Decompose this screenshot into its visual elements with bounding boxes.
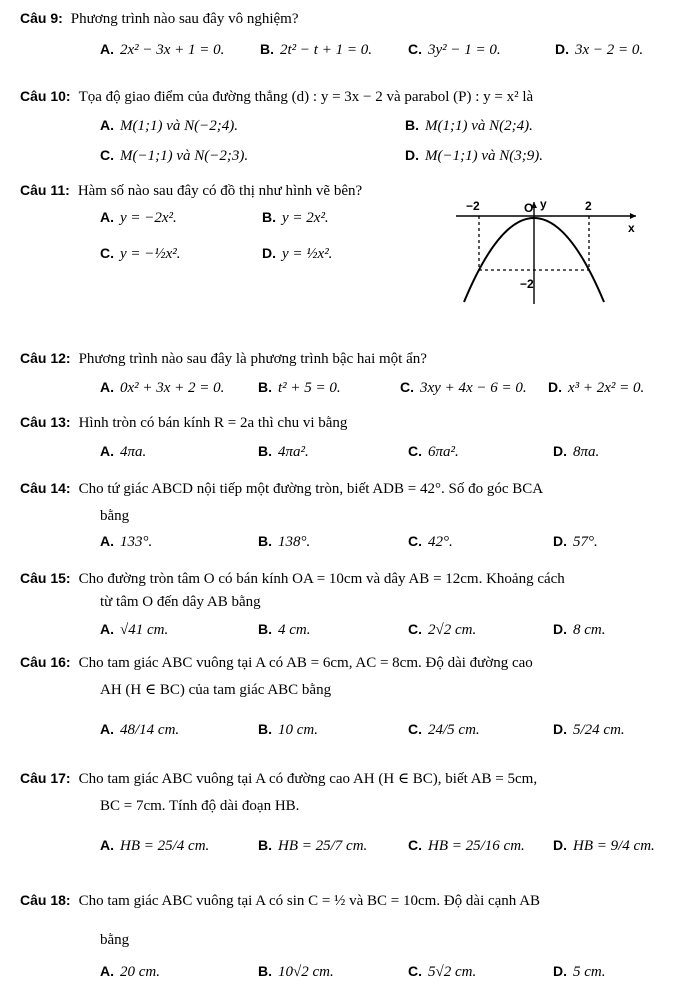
option-value: 5√2 cm. xyxy=(428,964,477,980)
option-b xyxy=(258,530,310,553)
question-16 xyxy=(20,652,678,673)
option-d xyxy=(555,38,643,61)
option-value: 3xy + 4x − 6 = 0. xyxy=(420,380,527,396)
option-c xyxy=(408,618,476,641)
question-10-options-row2 xyxy=(0,144,696,166)
question-text: Hàm số nào sau đây có đồ thị như hình vẽ bên? xyxy=(77,183,363,199)
option-value: 42°. xyxy=(428,534,453,550)
question-text: Phương trình nào sau đây vô nghiệm? xyxy=(70,11,299,27)
option-c xyxy=(408,38,501,61)
option-letter: C. xyxy=(408,443,422,459)
option-value: 3x − 2 = 0. xyxy=(575,42,644,58)
option-c xyxy=(408,718,480,741)
tick-label-bottom: −2 xyxy=(520,277,534,291)
option-letter: C. xyxy=(408,533,422,549)
option-a xyxy=(100,440,146,463)
question-number: Câu 17: xyxy=(20,770,71,786)
option-letter: B. xyxy=(262,209,276,225)
question-11-options-row1 xyxy=(0,206,440,228)
question-text: Cho tam giác ABC vuông tại A có sin C = ½ và BC = 10cm. Độ dài cạnh AB xyxy=(78,893,541,909)
option-value: HB = 9/4 cm. xyxy=(573,838,655,854)
option-letter: D. xyxy=(555,41,569,57)
option-value: 57°. xyxy=(573,534,598,550)
option-d xyxy=(548,376,644,399)
question-17 xyxy=(20,768,678,789)
option-c xyxy=(408,960,476,983)
question-15-options xyxy=(0,618,696,640)
option-a xyxy=(100,530,152,553)
question-11 xyxy=(20,180,436,201)
option-d xyxy=(553,618,606,641)
option-value: y = 2x². xyxy=(282,210,329,226)
option-value: 5/24 cm. xyxy=(573,722,625,738)
y-axis-label: y xyxy=(540,198,547,211)
question-9-options xyxy=(0,38,696,60)
option-letter: A. xyxy=(100,963,114,979)
option-letter: A. xyxy=(100,41,114,57)
question-9 xyxy=(20,8,678,29)
question-number: Câu 16: xyxy=(20,654,71,670)
option-b xyxy=(258,718,318,741)
option-letter: D. xyxy=(553,533,567,549)
question-10-options-row1 xyxy=(0,114,696,136)
option-c xyxy=(100,242,181,265)
option-letter: D. xyxy=(405,147,419,163)
option-a xyxy=(100,960,160,983)
option-b xyxy=(258,618,311,641)
option-a xyxy=(100,206,177,229)
option-letter: B. xyxy=(258,443,272,459)
option-value: M(1;1) và N(2;4). xyxy=(425,118,533,134)
option-c xyxy=(400,376,527,399)
option-letter: D. xyxy=(553,443,567,459)
option-letter: D. xyxy=(553,837,567,853)
option-b xyxy=(262,206,329,229)
question-number: Câu 13: xyxy=(20,414,71,430)
question-text: Cho tam giác ABC vuông tại A có đường cao AH (H ∈ BC), biết AB = 5cm, xyxy=(78,771,538,787)
question-14-options xyxy=(0,530,696,552)
question-16-options xyxy=(0,718,696,740)
question-text-line2: từ tâm O đến dây AB bằng xyxy=(100,594,261,610)
question-17-continued xyxy=(100,796,678,816)
question-number: Câu 18: xyxy=(20,892,71,908)
option-letter: C. xyxy=(100,147,114,163)
option-c xyxy=(408,834,525,857)
option-value: 138°. xyxy=(278,534,311,550)
question-text: Cho tứ giác ABCD nội tiếp một đường tròn, biết ADB = 42°. Số đo góc BCA xyxy=(78,481,544,497)
option-b xyxy=(258,960,334,983)
question-number: Câu 15: xyxy=(20,570,71,586)
option-letter: A. xyxy=(100,837,114,853)
question-text: Cho tam giác ABC vuông tại A có AB = 6cm, AC = 8cm. Độ dài đường cao xyxy=(78,655,533,671)
option-d xyxy=(553,718,625,741)
option-value: 0x² + 3x + 2 = 0. xyxy=(120,380,225,396)
option-value: HB = 25/4 cm. xyxy=(120,838,210,854)
option-letter: C. xyxy=(408,41,422,57)
option-letter: A. xyxy=(100,621,114,637)
option-letter: D. xyxy=(262,245,276,261)
option-letter: C. xyxy=(408,837,422,853)
question-13 xyxy=(20,412,678,433)
option-value: 2x² − 3x + 1 = 0. xyxy=(120,42,225,58)
option-value: 4 cm. xyxy=(278,622,311,638)
question-text-line2: AH (H ∈ BC) của tam giác ABC bằng xyxy=(100,682,332,698)
question-15 xyxy=(20,568,678,589)
question-10 xyxy=(20,86,678,107)
option-value: 6πa². xyxy=(428,444,459,460)
option-d xyxy=(553,834,655,857)
option-a xyxy=(100,38,224,61)
option-b xyxy=(260,38,372,61)
option-b xyxy=(258,440,309,463)
option-letter: A. xyxy=(100,379,114,395)
option-value: M(−1;1) và N(−2;3). xyxy=(120,148,249,164)
option-letter: B. xyxy=(260,41,274,57)
parabola-graph xyxy=(452,198,642,308)
option-a xyxy=(100,618,168,641)
option-d xyxy=(553,960,606,983)
option-value: 20 cm. xyxy=(120,964,160,980)
option-value: 4πa. xyxy=(120,444,147,460)
option-value: 10 cm. xyxy=(278,722,318,738)
option-value: √41 cm. xyxy=(120,622,169,638)
option-b xyxy=(258,376,341,399)
question-13-options xyxy=(0,440,696,462)
x-axis-arrow-icon xyxy=(630,213,636,219)
option-letter: A. xyxy=(100,533,114,549)
option-letter: B. xyxy=(258,721,272,737)
option-letter: C. xyxy=(408,963,422,979)
option-letter: B. xyxy=(258,379,272,395)
option-letter: A. xyxy=(100,117,114,133)
option-letter: C. xyxy=(100,245,114,261)
option-value: y = ½x². xyxy=(282,246,333,262)
option-letter: C. xyxy=(408,721,422,737)
option-a xyxy=(100,834,209,857)
option-letter: C. xyxy=(408,621,422,637)
option-value: y = −½x². xyxy=(120,246,181,262)
option-value: HB = 25/16 cm. xyxy=(428,838,525,854)
option-b xyxy=(258,834,367,857)
option-a xyxy=(100,376,224,399)
option-value: 2√2 cm. xyxy=(428,622,477,638)
option-letter: C. xyxy=(400,379,414,395)
question-12-options xyxy=(0,376,696,398)
question-11-options-row2 xyxy=(0,242,440,264)
option-value: y = −2x². xyxy=(120,210,177,226)
option-letter: B. xyxy=(405,117,419,133)
option-letter: D. xyxy=(553,721,567,737)
question-18 xyxy=(20,890,678,911)
question-number: Câu 9: xyxy=(20,10,63,26)
question-text: Cho đường tròn tâm O có bán kính OA = 10cm và dây AB = 12cm. Khoảng cách xyxy=(78,571,565,587)
option-a xyxy=(100,114,238,137)
option-letter: B. xyxy=(258,837,272,853)
option-b xyxy=(405,114,533,137)
question-number: Câu 12: xyxy=(20,350,71,366)
option-value: HB = 25/7 cm. xyxy=(278,838,368,854)
question-14 xyxy=(20,478,678,499)
option-letter: D. xyxy=(553,963,567,979)
tick-label-right: 2 xyxy=(585,199,592,213)
question-text-line2: BC = 7cm. Tính độ dài đoạn HB. xyxy=(100,798,300,814)
question-16-continued xyxy=(100,680,678,700)
question-15-continued xyxy=(100,592,678,612)
option-value: 8 cm. xyxy=(573,622,606,638)
option-letter: A. xyxy=(100,443,114,459)
question-number: Câu 10: xyxy=(20,88,71,104)
tick-label-left: −2 xyxy=(466,199,480,213)
option-d xyxy=(262,242,332,265)
question-text: Phương trình nào sau đây là phương trình bậc hai một ẩn? xyxy=(78,351,427,367)
option-letter: A. xyxy=(100,721,114,737)
option-letter: B. xyxy=(258,621,272,637)
option-value: 10√2 cm. xyxy=(278,964,334,980)
question-text-line2: bằng xyxy=(100,932,130,948)
option-c xyxy=(408,440,459,463)
question-18-continued xyxy=(100,930,678,950)
option-letter: A. xyxy=(100,209,114,225)
question-text: Hình tròn có bán kính R = 2a thì chu vi bằng xyxy=(78,415,348,431)
option-c xyxy=(408,530,453,553)
option-value: 3y² − 1 = 0. xyxy=(428,42,501,58)
question-number: Câu 14: xyxy=(20,480,71,496)
question-17-options xyxy=(0,834,696,856)
option-d xyxy=(553,440,599,463)
option-d xyxy=(405,144,543,167)
question-12 xyxy=(20,348,678,369)
question-number: Câu 11: xyxy=(20,182,70,198)
option-value: 133°. xyxy=(120,534,153,550)
option-letter: D. xyxy=(553,621,567,637)
option-value: M(1;1) và N(−2;4). xyxy=(120,118,239,134)
question-18-options xyxy=(0,960,696,982)
origin-label: O xyxy=(524,201,534,215)
x-axis-label: x xyxy=(628,221,635,235)
option-c xyxy=(100,144,248,167)
option-d xyxy=(553,530,598,553)
option-value: 48/14 cm. xyxy=(120,722,180,738)
option-value: 2t² − t + 1 = 0. xyxy=(280,42,372,58)
option-letter: B. xyxy=(258,963,272,979)
option-a xyxy=(100,718,179,741)
option-value: 24/5 cm. xyxy=(428,722,480,738)
option-value: 5 cm. xyxy=(573,964,606,980)
option-value: t² + 5 = 0. xyxy=(278,380,341,396)
option-letter: B. xyxy=(258,533,272,549)
question-text: Tọa độ giao điểm của đường thẳng (d) : y = 3x − 2 và parabol (P) : y = x² là xyxy=(78,89,534,105)
option-value: 8πa. xyxy=(573,444,600,460)
option-value: 4πa². xyxy=(278,444,309,460)
option-value: x³ + 2x² = 0. xyxy=(568,380,645,396)
option-value: M(−1;1) và N(3;9). xyxy=(425,148,544,164)
question-text-line2: bằng xyxy=(100,508,130,524)
option-letter: D. xyxy=(548,379,562,395)
question-14-continued xyxy=(100,506,678,526)
